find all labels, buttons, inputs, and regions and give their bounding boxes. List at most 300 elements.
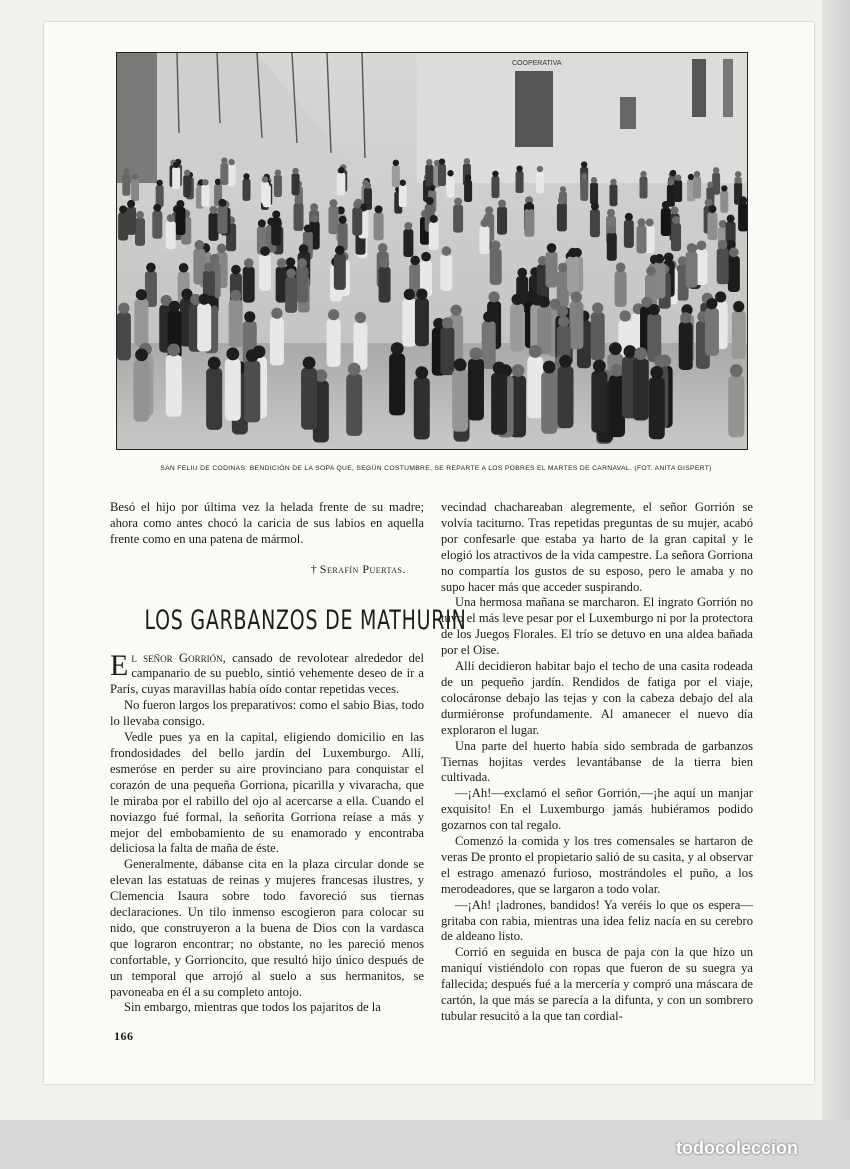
- person-head: [442, 317, 453, 328]
- person-figure: [510, 304, 524, 352]
- person-figure: [705, 308, 719, 356]
- person-figure: [567, 256, 579, 292]
- person-head: [230, 290, 241, 301]
- person-head: [410, 256, 420, 266]
- person-head: [262, 176, 268, 182]
- person-head: [470, 347, 483, 360]
- person-figure: [527, 356, 543, 418]
- person-figure: [392, 165, 400, 187]
- person-head: [581, 173, 587, 179]
- person-head: [439, 158, 445, 164]
- person-head: [498, 200, 506, 208]
- person-figure: [728, 375, 744, 437]
- person-figure: [637, 225, 647, 253]
- person-figure: [546, 251, 558, 287]
- person-head: [375, 205, 383, 213]
- person-head: [571, 291, 582, 302]
- person-head: [348, 363, 361, 376]
- person-head: [271, 308, 282, 319]
- person-head: [650, 366, 663, 379]
- person-head: [286, 257, 296, 267]
- person-head: [426, 197, 434, 205]
- person-figure: [693, 176, 701, 198]
- person-head: [365, 182, 371, 188]
- person-figure: [374, 212, 384, 240]
- person-figure: [557, 203, 567, 231]
- person-head: [260, 246, 270, 256]
- person-head: [310, 203, 318, 211]
- person-figure: [225, 359, 241, 421]
- person-figure: [220, 163, 228, 185]
- article-paragraph: —¡Ah! ¡ladrones, bandidos! Ya veréis lo que os espera—gritaba con rabia, mientras una idea feliz nacía en su cerebro de aldeano listo.: [441, 897, 753, 944]
- watermark-logo: todocoleccion: [676, 1138, 799, 1158]
- article-paragraph: Allí decidieron habitar bajo el techo de una casita rodeada de un pequeño jardín. Rendidos de fatiga por el viaje, colocáronse debajo las tejas y con la cabeza debajo del ala durmiéronse profundamente. Al amanecer el nuevo día exploraron el lugar.: [441, 659, 753, 737]
- person-head: [218, 199, 226, 207]
- person-head: [136, 211, 144, 219]
- person-head: [640, 171, 646, 177]
- person-head: [339, 216, 347, 224]
- person-figure: [440, 327, 454, 375]
- person-head: [516, 165, 522, 171]
- person-figure: [633, 358, 649, 420]
- person-head: [292, 168, 298, 174]
- person-head: [558, 316, 569, 327]
- person-head: [275, 169, 281, 175]
- person-head: [655, 254, 665, 264]
- person-head: [244, 311, 255, 322]
- person-figure: [242, 179, 250, 201]
- person-figure: [346, 374, 362, 436]
- person-head: [335, 245, 345, 255]
- article-paragraph: Corrió en seguida en busca de paja con la que hizo un maniquí vistiéndolo con ropas que fueron de su suegra ya fallecida; después fué a la mercería y compró una máscara de cartón, la que más se parecía a la difunta, y con un sombrero tubular resucitó a la que tan cordial-: [441, 945, 753, 1023]
- person-head: [687, 243, 697, 253]
- person-head: [608, 226, 616, 234]
- person-head: [668, 179, 674, 185]
- person-head: [525, 202, 533, 210]
- person-figure: [720, 191, 728, 213]
- person-head: [118, 303, 129, 314]
- person-head: [718, 240, 728, 250]
- paragraph-text: cansado de revolotear alrededor del campanario de su pueblo, sintió vehemente deseo de ir a París, cuyas maravillas había oído contar repetidas veces.: [110, 650, 425, 697]
- person-figure: [259, 255, 271, 291]
- person-figure: [415, 298, 429, 346]
- person-figure: [624, 220, 634, 248]
- person-figure: [671, 223, 681, 251]
- person-figure: [208, 213, 218, 241]
- person-head: [611, 364, 624, 377]
- person-figure: [337, 173, 345, 195]
- person-head: [729, 248, 739, 258]
- person-head: [706, 298, 717, 309]
- person-figure: [201, 185, 209, 207]
- lead-text: l señor Gorrión,: [131, 650, 226, 665]
- person-head: [708, 205, 716, 213]
- person-head: [451, 305, 462, 316]
- person-head: [646, 266, 656, 276]
- person-figure: [738, 203, 748, 231]
- person-head: [610, 179, 616, 185]
- person-head: [153, 204, 161, 212]
- person-head: [329, 199, 337, 207]
- person-figure: [175, 207, 185, 235]
- person-head: [221, 157, 227, 163]
- person-figure: [590, 209, 600, 237]
- person-figure: [429, 222, 439, 250]
- person-figure: [491, 176, 499, 198]
- person-head: [707, 181, 713, 187]
- person-head: [246, 349, 259, 362]
- person-figure: [707, 212, 717, 240]
- person-head: [593, 360, 606, 373]
- person-head: [557, 306, 568, 317]
- person-figure: [438, 164, 446, 186]
- person-figure: [649, 377, 665, 439]
- person-head: [442, 246, 452, 256]
- person-figure: [607, 233, 617, 261]
- person-figure: [166, 355, 182, 417]
- person-head: [156, 180, 162, 186]
- person-figure: [536, 171, 544, 193]
- person-head: [338, 167, 344, 173]
- author-name: Serafín Puertas.: [319, 561, 406, 576]
- person-head: [215, 179, 221, 185]
- person-figure: [122, 174, 130, 196]
- person-head: [694, 171, 700, 177]
- person-head: [127, 200, 135, 208]
- person-figure: [482, 321, 496, 369]
- person-head: [624, 345, 637, 358]
- person-head: [512, 364, 525, 377]
- person-figure: [661, 208, 671, 236]
- person-figure: [479, 226, 489, 254]
- person-head: [537, 166, 543, 172]
- person-head: [176, 200, 184, 208]
- cross-mark: †: [310, 561, 317, 576]
- person-head: [464, 158, 470, 164]
- next-page-edge: [822, 0, 850, 1169]
- person-figure: [647, 314, 661, 362]
- person-head: [616, 263, 626, 273]
- person-figure: [468, 359, 484, 421]
- person-figure: [609, 184, 617, 206]
- person-figure: [301, 368, 317, 430]
- person-figure: [353, 322, 367, 370]
- person-figure: [229, 300, 243, 348]
- article-paragraph: —¡Ah!—exclamó el señor Gorrión,—¡he aquí un manjar exquisito! En el Luxemburgo jamás hubiéramos podido gozarnos con tal regalo.: [441, 786, 753, 833]
- person-head: [664, 252, 674, 262]
- person-figure: [261, 182, 269, 204]
- person-figure: [389, 353, 405, 415]
- person-head: [391, 342, 404, 355]
- person-head: [231, 265, 241, 275]
- person-figure: [728, 256, 740, 292]
- person-head: [426, 159, 432, 165]
- person-head: [355, 312, 366, 323]
- person-head: [607, 209, 615, 217]
- person-head: [727, 215, 735, 223]
- person-head: [228, 159, 234, 165]
- previous-story-ending: Besó el hijo por última vez la helada frente de su madre; ahora como antes chocó la caricia de sus labios en aquella frente como en una patena de mármol.: [110, 500, 424, 546]
- person-head: [123, 168, 129, 174]
- person-head: [303, 356, 316, 369]
- person-head: [491, 240, 501, 250]
- person-head: [286, 268, 296, 278]
- person-head: [559, 355, 572, 368]
- person-head: [169, 301, 180, 312]
- article-paragraph: Vedle pues ya en la capital, eligiendo domicilio en las frondosidades del bello jardín del Luxemburgo. Allí, esmeróse en perder su aire provinciano para conquistar el corazón de una pequeña Gorriona, picarilla y vivaracha, que le miraba por el rabillo del ojo al acercarse a ella. Cuando el noviazgo fué formal, la señorita Gorriona reíase a más y mejor del embobamiento de su enamorado y encontraba deliciosa la falta de maña de éste.: [110, 730, 424, 856]
- person-figure: [452, 370, 468, 432]
- person-head: [558, 263, 568, 273]
- author-signature: [110, 562, 424, 578]
- person-head: [226, 348, 239, 361]
- photo-caption: SAN FELIU DE CODINAS: BENDICIÓN DE LA SOPA QUE, SEGÚN COSTUMBRE, SE REPARTE A LOS POBRES EL MARTES DE CARNAVAL. (FOT. ANITA GISPERT): [160, 465, 712, 472]
- person-head: [217, 244, 227, 254]
- person-head: [199, 294, 210, 305]
- person-head: [560, 186, 566, 192]
- person-head: [353, 200, 361, 208]
- person-head: [670, 170, 676, 176]
- person-figure: [732, 311, 746, 359]
- person-figure: [640, 177, 648, 199]
- person-figure: [558, 366, 574, 428]
- article-paragraph: vecindad chachareaban alegremente, el señor Gorrión se volvía taciturno. Tras repetidas preguntas de su mujer, acabó por confesarle que estaba ya harto de la gran capital y le elogió los atractivos de la vida campestre. La señora Gorriona no compartía los gustos de su esposo, pero le amaba y no supo hacer más que acceder suspirando.: [441, 500, 753, 594]
- person-figure: [296, 267, 308, 303]
- person-figure: [591, 312, 605, 360]
- person-head: [132, 174, 138, 180]
- person-figure: [569, 301, 583, 349]
- article-paragraph: No fueron largos los preparativos: como el sabio Bias, todo lo llevaba consigo.: [110, 698, 424, 729]
- person-head: [447, 170, 453, 176]
- person-figure: [414, 377, 430, 439]
- person-head: [581, 161, 587, 167]
- person-figure: [166, 221, 176, 249]
- person-head: [646, 219, 654, 227]
- person-figure: [131, 179, 139, 201]
- person-head: [146, 263, 156, 273]
- article-paragraph: Una hermosa mañana se marcharon. El ingrato Gorrión no tuvo el más leve pesar por el Luxemburgo ni por la protectora de los Juegos Florales. El trío se detuvo en una aldea bañada por el Oise.: [441, 595, 753, 658]
- person-figure: [352, 207, 362, 235]
- person-head: [675, 174, 681, 180]
- person-head: [135, 348, 148, 361]
- person-figure: [183, 175, 191, 197]
- person-figure: [134, 360, 150, 422]
- person-head: [404, 289, 415, 300]
- person-head: [304, 224, 312, 232]
- person-figure: [591, 371, 607, 433]
- person-figure: [425, 165, 433, 187]
- person-head: [662, 201, 670, 209]
- person-head: [721, 185, 727, 191]
- person-figure: [402, 299, 416, 347]
- article-paragraph-1: [110, 648, 425, 699]
- person-figure: [674, 180, 682, 202]
- person-figure: [217, 206, 227, 234]
- person-head: [634, 347, 647, 360]
- person-head: [328, 309, 339, 320]
- person-figure: [292, 173, 300, 195]
- person-figure: [453, 205, 463, 233]
- person-figure: [244, 360, 260, 422]
- person-head: [492, 171, 498, 177]
- person-head: [539, 296, 550, 307]
- person-head: [202, 179, 208, 185]
- person-head: [511, 294, 522, 305]
- person-figure: [197, 303, 211, 351]
- person-figure: [590, 183, 598, 205]
- person-figure: [717, 248, 729, 284]
- person-head: [454, 358, 467, 371]
- person-head: [543, 361, 556, 374]
- person-figure: [403, 229, 413, 257]
- person-head: [465, 174, 471, 180]
- person-figure: [327, 319, 341, 367]
- person-head: [136, 289, 147, 300]
- person-head: [697, 241, 707, 251]
- person-figure: [524, 209, 534, 237]
- person-head: [654, 355, 667, 368]
- cooperativa-sign: COOPERATIVA: [512, 60, 562, 67]
- person-head: [671, 206, 679, 214]
- person-head: [297, 258, 307, 268]
- person-figure: [134, 299, 148, 347]
- person-head: [380, 258, 390, 268]
- person-head: [591, 177, 597, 183]
- person-head: [649, 304, 660, 315]
- person-head: [167, 214, 175, 222]
- person-head: [295, 196, 303, 204]
- crowd-photograph: [116, 52, 748, 450]
- person-figure: [328, 206, 338, 234]
- article-paragraph: Comenzó la comida y los tres comensales se hartaron de veras De pronto el propietario salió de su casita, y al observar el estrago amenazó furioso, mostrándoles el puño, a los merodeadores, que se largaron a todo volar.: [441, 834, 753, 896]
- person-head: [483, 311, 494, 322]
- person-head: [173, 162, 179, 168]
- person-head: [493, 362, 506, 375]
- person-head: [488, 291, 499, 302]
- person-figure: [491, 373, 507, 435]
- page-number: 166: [114, 1029, 134, 1043]
- person-head: [258, 219, 266, 227]
- article-title: LOS GARBANZOS DE MATHURIN: [144, 604, 467, 636]
- person-head: [672, 216, 680, 224]
- person-figure: [399, 185, 407, 207]
- person-figure: [152, 211, 162, 239]
- person-figure: [206, 368, 222, 430]
- person-head: [529, 345, 542, 358]
- article-paragraph: Generalmente, dábanse cita en la plaza circular donde se elevan las estatuas de reinas y mujeres francesas ilustres, y Clemencia Isaura sobre todo favoreció sus tiernas declaraciones. Un tilo inmenso escogieron para colocar su nido, que construyeron a la buena de Dios con la vardasca que lograron encontrar; no obstante, no les pareció menos confortable, y Gorrioncito, que resultó hijo único después de un temporal que arrojó al suelo a sus hermanitos, se pavoneaba en él a su completo antojo.: [110, 857, 424, 999]
- person-figure: [686, 252, 698, 288]
- article-paragraph: Sin embargo, mientras que todos los pajaritos de la: [124, 1000, 381, 1015]
- person-head: [547, 243, 557, 253]
- person-figure: [274, 175, 282, 197]
- person-head: [378, 243, 388, 253]
- person-head: [277, 258, 287, 268]
- person-head: [609, 342, 622, 355]
- person-head: [311, 214, 319, 222]
- person-figure: [516, 171, 524, 193]
- person-head: [179, 263, 189, 273]
- person-head: [592, 302, 603, 313]
- doorway: [515, 71, 553, 147]
- person-figure: [490, 249, 502, 285]
- person-head: [400, 180, 406, 186]
- person-head: [421, 252, 431, 262]
- person-head: [680, 312, 691, 323]
- person-head: [415, 366, 428, 379]
- person-figure: [615, 271, 627, 307]
- person-head: [195, 240, 205, 250]
- drop-cap: E: [110, 648, 129, 682]
- person-head: [244, 258, 254, 268]
- person-figure: [541, 372, 557, 434]
- person-figure: [118, 212, 128, 240]
- person-head: [209, 206, 217, 214]
- person-head: [167, 344, 180, 357]
- person-figure: [497, 207, 507, 235]
- person-head: [429, 185, 435, 191]
- person-head: [733, 301, 744, 312]
- person-head: [558, 196, 566, 204]
- person-head: [739, 196, 747, 204]
- person-head: [625, 213, 633, 221]
- person-figure: [294, 203, 304, 231]
- person-figure: [270, 317, 284, 365]
- person-head: [517, 268, 527, 278]
- person-figure: [285, 277, 297, 313]
- person-head: [204, 262, 214, 272]
- person-head: [591, 202, 599, 210]
- person-figure: [440, 255, 452, 291]
- photo-illustration: [117, 53, 748, 450]
- person-figure: [117, 312, 131, 360]
- person-head: [568, 248, 578, 258]
- person-head: [210, 254, 220, 264]
- person-head: [208, 357, 221, 370]
- person-head: [184, 170, 190, 176]
- left-column: [110, 500, 467, 1016]
- person-figure: [243, 267, 255, 303]
- person-figure: [447, 176, 455, 198]
- person-head: [430, 215, 438, 223]
- right-column: [441, 500, 753, 1025]
- person-head: [485, 206, 493, 214]
- person-figure: [135, 218, 145, 246]
- person-figure: [379, 267, 391, 303]
- person-head: [713, 167, 719, 173]
- person-figure: [334, 254, 346, 290]
- person-head: [416, 288, 427, 299]
- person-head: [730, 364, 743, 377]
- person-head: [735, 177, 741, 183]
- person-head: [272, 210, 280, 218]
- person-figure: [271, 217, 281, 245]
- person-head: [299, 244, 309, 254]
- person-head: [620, 310, 631, 321]
- person-figure: [228, 165, 236, 187]
- person-head: [735, 171, 741, 177]
- person-head: [638, 218, 646, 226]
- person-figure: [464, 180, 472, 202]
- person-head: [480, 219, 488, 227]
- person-head: [119, 205, 127, 213]
- article-paragraph: Una parte del huerto había sido sembrada de garbanzos Tiernas hojitas verdes levantábanse de la tierra bien cultivada.: [441, 738, 753, 785]
- person-figure: [172, 167, 180, 189]
- person-figure: [679, 322, 693, 370]
- person-head: [243, 173, 249, 179]
- person-figure: [580, 179, 588, 201]
- person-head: [454, 198, 462, 206]
- person-head: [393, 160, 399, 166]
- person-head: [404, 222, 412, 230]
